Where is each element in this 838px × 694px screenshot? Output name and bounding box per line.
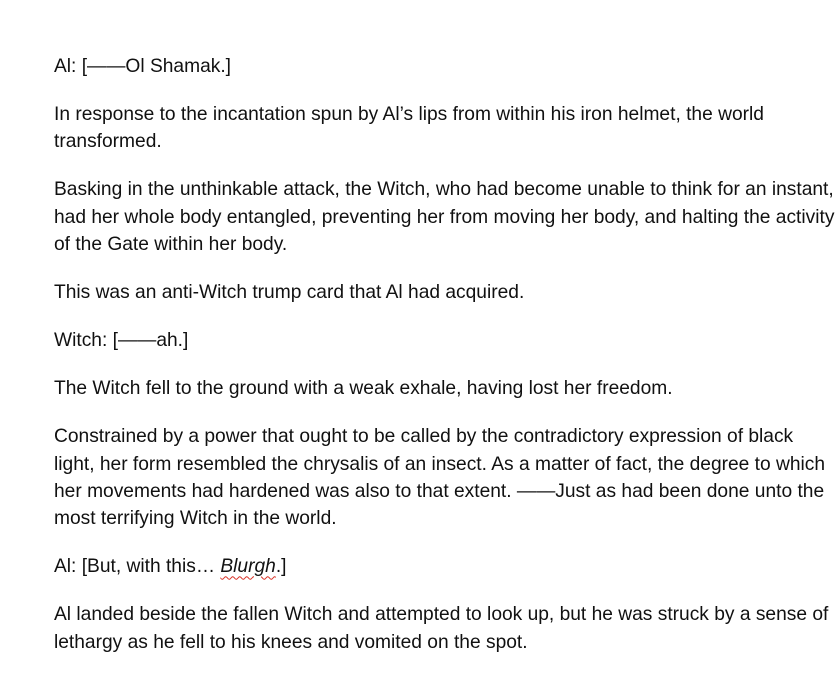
dialogue-line: Witch: [——ah.] — [54, 330, 189, 352]
narration-paragraph: Al landed beside the fallen Witch and attempted to look up, but he was struck by a sense of lethargy as he fell to his knees and vomited on the spot. — [54, 604, 829, 653]
dialogue-text: .] — [275, 556, 287, 578]
document-body — [54, 53, 838, 677]
dialogue-text: Al: [But, with this… — [54, 556, 221, 578]
narration-paragraph: The Witch fell to the ground with a weak exhale, having lost her freedom. — [54, 378, 673, 400]
narration-paragraph: This was an anti-Witch trump card that Al had acquired. — [54, 282, 525, 304]
spellcheck-flagged-word[interactable]: Blurgh — [220, 556, 276, 578]
narration-paragraph: Constrained by a power that ought to be called by the contradictory expression of black light, her form resembled the chrysalis of an insect. As a matter of fact, the degree to which her movements had hardened was also to that extent. ——Just as had been done unto the most terrifying Witch in the world. — [54, 426, 826, 530]
narration-paragraph: Basking in the unthinkable attack, the Witch, who had become unable to think for an instant, had her whole body entangled, preventing her from moving her body, and halting the activity of the Gate within her body. — [54, 179, 835, 256]
dialogue-line — [54, 553, 838, 580]
dialogue-line: Al: [——Ol Shamak.] — [54, 56, 231, 77]
narration-paragraph: In response to the incantation spun by Al’s lips from within his iron helmet, the world transformed. — [54, 104, 764, 153]
